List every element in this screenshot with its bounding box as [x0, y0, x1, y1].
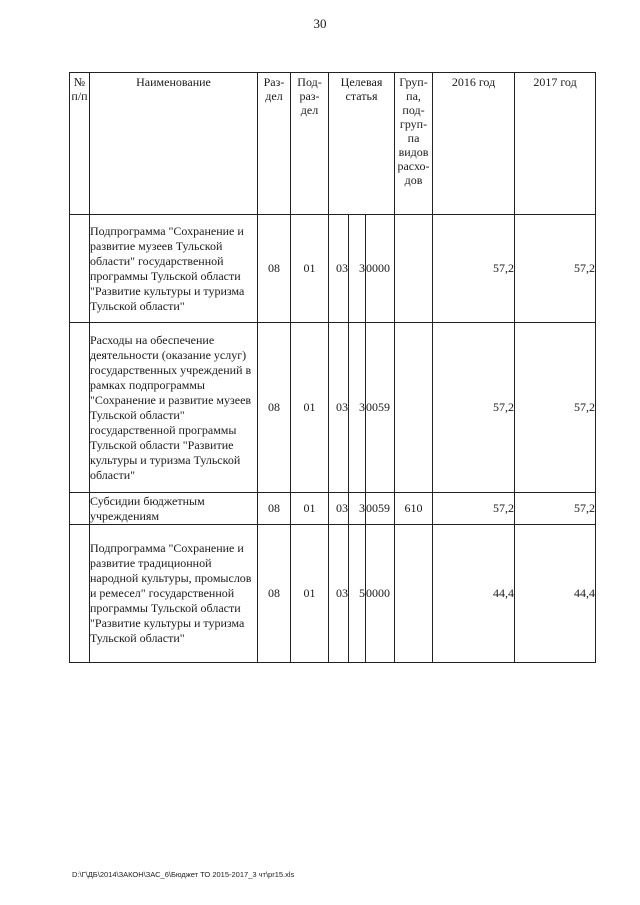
row-ts1: 03	[329, 525, 349, 663]
page-number: 30	[313, 16, 327, 31]
file-path-footer: D:\Г\ДБ\2014\ЗАКОН\ЗАС_6\Бюджет ТО 2015-2017_3 чт\pr15.xls	[72, 870, 295, 879]
row-num	[70, 525, 90, 663]
header-group: Груп-па, под-груп-па видов расхо-дов	[395, 73, 433, 215]
row-podrazdel: 01	[291, 493, 329, 525]
row-2016: 57,2	[433, 493, 515, 525]
header-name: Наименование	[90, 73, 258, 215]
row-2017: 57,2	[515, 215, 596, 323]
row-name: Расходы на обеспечение деятельности (оказание услуг) государственных учреждений в рамках подпрограммы "Сохранение и развитие музеев Тульской области" государственной программы Тульской области "Развитие культуры и туризма Тульской области"	[90, 323, 258, 493]
row-2016: 57,2	[433, 215, 515, 323]
row-razdel: 08	[258, 215, 291, 323]
row-razdel: 08	[258, 525, 291, 663]
row-ts1: 03	[329, 323, 349, 493]
row-2017: 57,2	[515, 493, 596, 525]
row-ts2: 3	[349, 323, 366, 493]
header-razdel: Раз-дел	[258, 73, 291, 215]
row-2017: 57,2	[515, 323, 596, 493]
header-num: № п/п	[70, 73, 90, 215]
row-group	[395, 525, 433, 663]
row-podrazdel: 01	[291, 215, 329, 323]
row-2017: 44,4	[515, 525, 596, 663]
table-row	[70, 493, 596, 525]
row-ts2: 3	[349, 215, 366, 323]
table-row	[70, 215, 596, 323]
row-ts3: 0059	[366, 493, 395, 525]
row-num	[70, 323, 90, 493]
row-ts2: 3	[349, 493, 366, 525]
row-ts3: 0059	[366, 323, 395, 493]
row-group	[395, 215, 433, 323]
row-podrazdel: 01	[291, 323, 329, 493]
row-group: 610	[395, 493, 433, 525]
row-razdel: 08	[258, 493, 291, 525]
header-row	[70, 73, 596, 215]
row-podrazdel: 01	[291, 525, 329, 663]
header-target: Целевая статья	[329, 73, 395, 215]
row-num	[70, 493, 90, 525]
table-row	[70, 323, 596, 493]
row-2016: 44,4	[433, 525, 515, 663]
row-2016: 57,2	[433, 323, 515, 493]
row-num	[70, 215, 90, 323]
row-name: Подпрограмма "Сохранение и развитие музеев Тульской области" государственной программы Тульской области "Развитие культуры и туризма Тульской области"	[90, 215, 258, 323]
row-ts2: 5	[349, 525, 366, 663]
row-ts3: 0000	[366, 215, 395, 323]
table-row	[70, 525, 596, 663]
header-2017: 2017 год	[515, 73, 596, 215]
budget-table	[69, 72, 596, 663]
row-group	[395, 323, 433, 493]
row-name: Субсидии бюджетным учреждениям	[90, 493, 258, 525]
header-2016: 2016 год	[433, 73, 515, 215]
row-name: Подпрограмма "Сохранение и развитие традиционной народной культуры, промыслов и ремесел" государственной программы Тульской области "Развитие культуры и туризма Тульской области"	[90, 525, 258, 663]
row-ts3: 0000	[366, 525, 395, 663]
row-razdel: 08	[258, 323, 291, 493]
row-ts1: 03	[329, 215, 349, 323]
row-ts1: 03	[329, 493, 349, 525]
header-podrazdel: Под-раз-дел	[291, 73, 329, 215]
